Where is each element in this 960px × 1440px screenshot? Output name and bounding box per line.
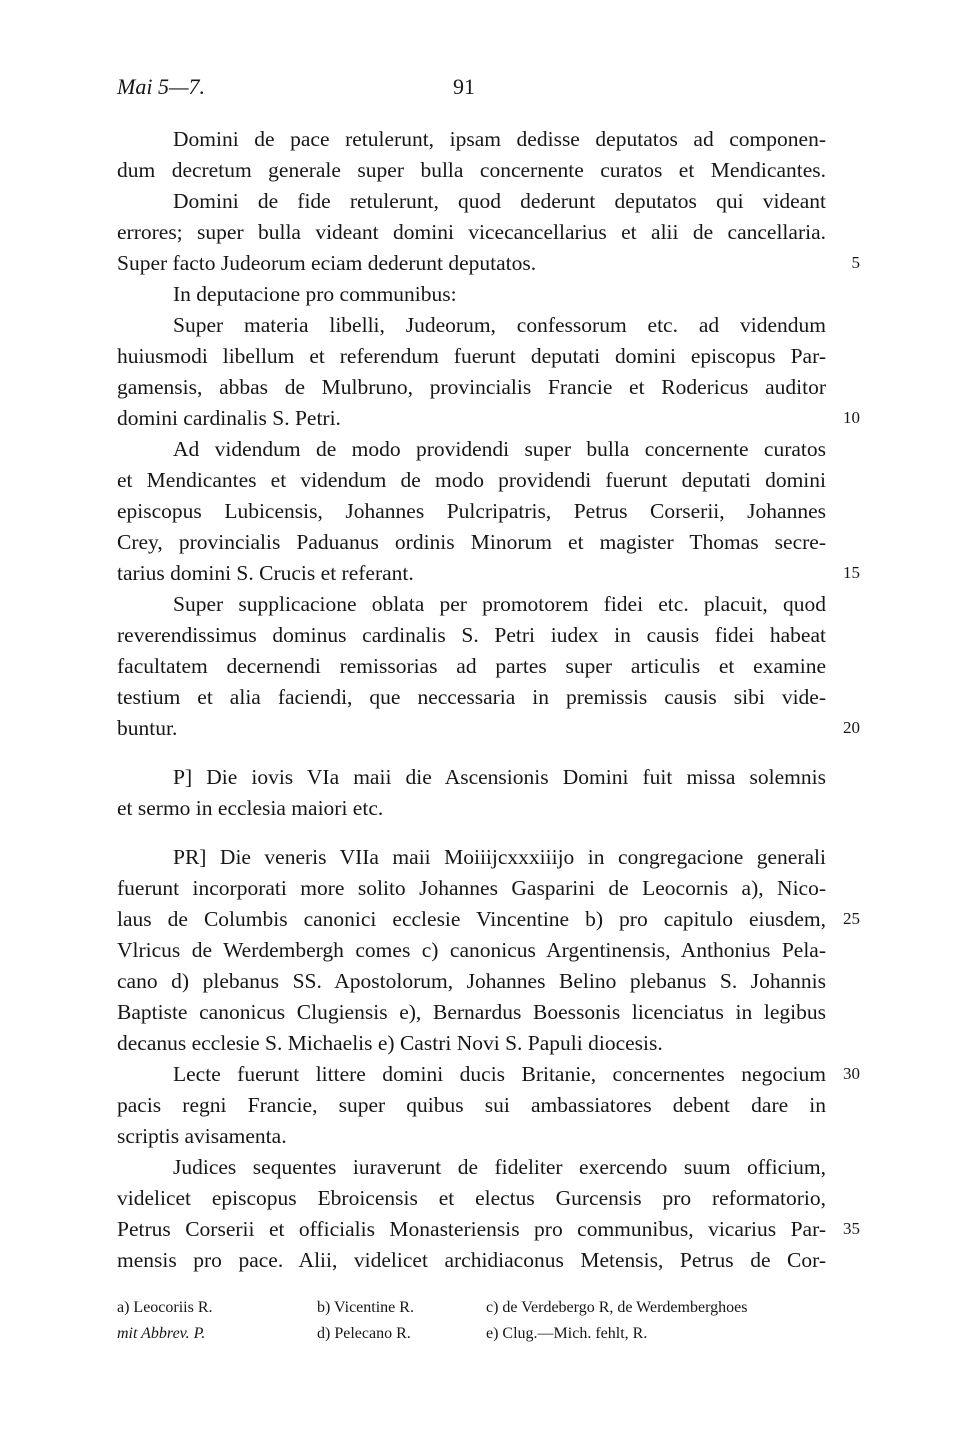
footnote-c-continuation: mit Abbrev. P. <box>117 1325 206 1342</box>
text-line-32: scriptis avisamenta. <box>117 1124 287 1148</box>
text-line-28: Baptiste canonicus Clugiensis e), Bernardus Boessonis licenciatus in legibus <box>117 1000 826 1024</box>
text-line-33: Judices sequentes iuraverunt de fideliter exercendo suum officium, <box>173 1155 826 1179</box>
text-line-22: et sermo in ecclesia maiori etc. <box>117 796 384 820</box>
page-header <box>117 74 826 108</box>
text-line-13: episcopus Lubicensis, Johannes Pulcripatris, Petrus Corserii, Johannes <box>117 499 826 523</box>
footnote-e: e) Clug.—Mich. fehlt, R. <box>486 1325 648 1342</box>
text-line-6: In deputacione pro communibus: <box>173 282 457 306</box>
text-line-36: mensis pro pace. Alii, videlicet archidiaconus Metensis, Petrus de Cor- <box>117 1248 826 1272</box>
text-line-17: reverendissimus dominus cardinalis S. Petri iudex in causis fidei habeat <box>117 623 826 647</box>
footnote-row-2 <box>117 1322 826 1346</box>
line-number-30: 30 <box>843 1064 860 1083</box>
text-line-4: errores; super bulla videant domini vicecancellarius et alii de cancellaria. <box>117 220 826 244</box>
text-line-15: tarius domini S. Crucis et referant. <box>117 561 414 585</box>
text-line-14: Crey, provincialis Paduanus ordinis Minorum et magister Thomas secre- <box>117 530 826 554</box>
text-line-16: Super supplicacione oblata per promotorem fidei etc. placuit, quod <box>173 592 826 616</box>
text-line-11: Ad videndum de modo providendi super bulla concernente curatos <box>173 437 826 461</box>
line-number-20: 20 <box>843 718 860 737</box>
text-line-34: videlicet episcopus Ebroicensis et electus Gurcensis pro reformatorio, <box>117 1186 826 1210</box>
page-number: 91 <box>453 74 475 99</box>
footnote-a: a) Leocoriis R. <box>117 1299 213 1316</box>
text-line-9: gamensis, abbas de Mulbruno, provincialis Francie et Rodericus auditor <box>117 375 826 399</box>
text-line-8: huiusmodi libellum et referendum fuerunt deputati domini episcopus Par- <box>117 344 826 368</box>
text-line-1: Domini de pace retulerunt, ipsam dedisse deputatos ad componen- <box>173 127 826 151</box>
text-line-31: pacis regni Francie, super quibus sui ambassiatores debent dare in <box>117 1093 826 1117</box>
footnote-c: c) de Verdebergo R, de Werdemberghoes <box>486 1299 748 1316</box>
text-line-7: Super materia libelli, Judeorum, confessorum etc. ad videndum <box>173 313 826 337</box>
text-line-25: laus de Columbis canonici ecclesie Vincentine b) pro capitulo eiusdem, <box>117 907 826 931</box>
line-number-5: 5 <box>851 253 860 272</box>
text-line-27: cano d) plebanus SS. Apostolorum, Johannes Belino plebanus S. Johannis <box>117 969 826 993</box>
footnote-d: d) Pelecano R. <box>317 1325 411 1342</box>
text-line-20: buntur. <box>117 716 178 740</box>
footnote-row-1 <box>117 1296 826 1320</box>
text-line-23: PR] Die veneris VIIa maii Moiiijcxxxiiijo in congregacione generali <box>173 845 826 869</box>
footnote-b: b) Vicentine R. <box>317 1299 414 1316</box>
text-line-5: Super facto Judeorum eciam dederunt deputatos. <box>117 251 537 275</box>
text-line-26: Vlricus de Werdembergh comes c) canonicus Argentinensis, Anthonius Pela- <box>117 938 826 962</box>
text-line-30: Lecte fuerunt littere domini ducis Britanie, concernentes negocium <box>173 1062 826 1086</box>
line-number-15: 15 <box>843 563 860 582</box>
text-line-35: Petrus Corserii et officialis Monasteriensis pro communibus, vicarius Par- <box>117 1217 826 1241</box>
line-number-25: 25 <box>843 909 860 928</box>
running-head: Mai 5—7. <box>117 74 205 99</box>
line-number-10: 10 <box>843 408 860 427</box>
text-line-18: facultatem decernendi remissorias ad partes super articulis et examine <box>117 654 826 678</box>
text-line-12: et Mendicantes et videndum de modo providendi fuerunt deputati domini <box>117 468 826 492</box>
text-line-3: Domini de fide retulerunt, quod dederunt deputatos qui videant <box>173 189 826 213</box>
text-line-29: decanus ecclesie S. Michaelis e) Castri Novi S. Papuli diocesis. <box>117 1031 663 1055</box>
text-line-24: fuerunt incorporati more solito Johannes Gasparini de Leocornis a), Nico- <box>117 876 826 900</box>
text-line-19: testium et alia faciendi, que neccessaria in premissis causis sibi vide- <box>117 685 826 709</box>
text-line-2: dum decretum generale super bulla concernente curatos et Mendicantes. <box>117 158 826 182</box>
text-line-21: P] Die iovis VIa maii die Ascensionis Domini fuit missa solemnis <box>173 765 826 789</box>
text-line-10: domini cardinalis S. Petri. <box>117 406 341 430</box>
line-number-35: 35 <box>843 1219 860 1238</box>
